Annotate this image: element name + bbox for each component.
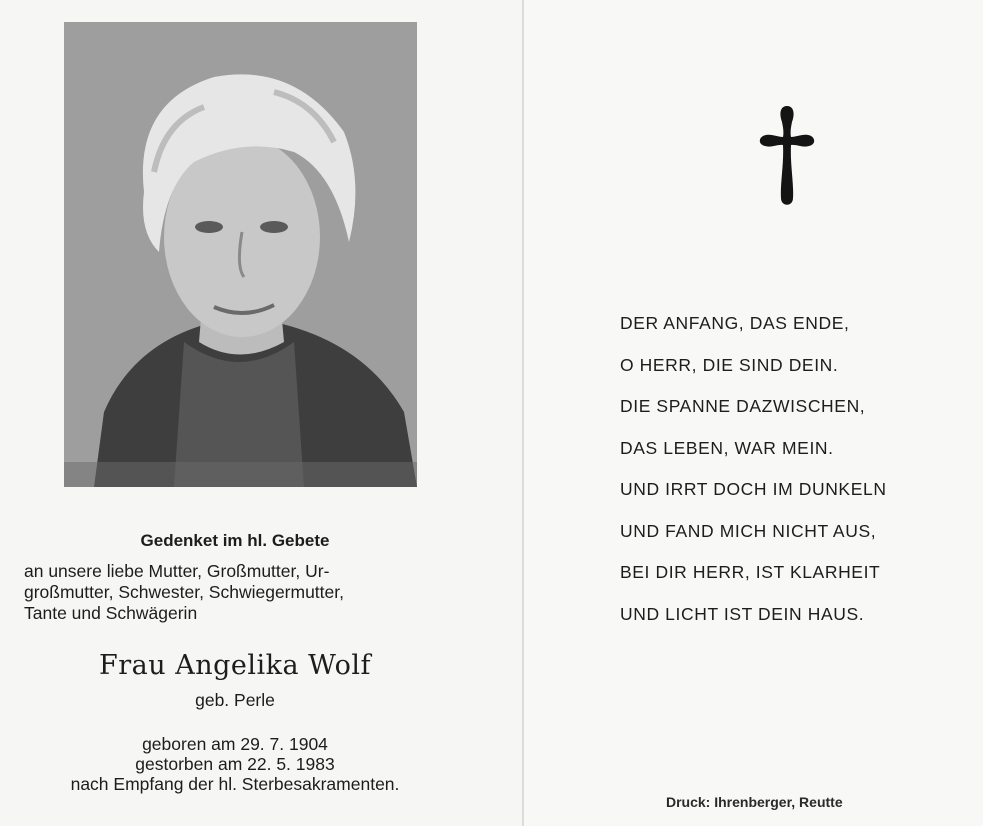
life-dates	[0, 734, 470, 794]
poem-line: UND IRRT DOCH IM DUNKELN	[620, 479, 887, 499]
maiden-name: geb. Perle	[195, 690, 275, 710]
portrait-photo	[64, 22, 417, 487]
poem-line: DAS LEBEN, WAR MEIN.	[620, 437, 834, 458]
heading-gedenket: Gedenket im hl. Gebete	[140, 531, 330, 550]
intro-line: an unsere liebe Mutter, Großmutter, Ur-	[24, 561, 330, 581]
poem-line: UND FAND MICH NICHT AUS,	[620, 520, 877, 541]
printer-credit: Druck: Ihrenberger, Reutte	[666, 794, 843, 810]
birth-date-line: geboren am 29. 7. 1904	[142, 734, 328, 754]
intro-line: großmutter, Schwester, Schwiegermutter,	[24, 582, 344, 602]
intro-text	[24, 561, 464, 624]
intro-line: Tante und Schwägerin	[24, 603, 198, 623]
poem	[620, 303, 970, 635]
poem-line: O HERR, DIE SIND DEIN.	[620, 354, 839, 375]
poem-line: DIE SPANNE DAZWISCHEN,	[620, 396, 866, 416]
death-date-line: gestorben am 22. 5. 1983	[135, 754, 335, 774]
sacraments-line: nach Empfang der hl. Sterbesakramenten.	[70, 774, 400, 794]
deceased-name: Frau Angelika Wolf	[99, 650, 371, 681]
portrait-illustration	[64, 22, 417, 487]
poem-line: UND LICHT IST DEIN HAUS.	[620, 603, 865, 624]
poem-line: BEI DIR HERR, IST KLARHEIT	[620, 562, 881, 582]
cross-icon	[756, 104, 818, 210]
poem-line: DER ANFANG, DAS ENDE,	[620, 313, 850, 333]
